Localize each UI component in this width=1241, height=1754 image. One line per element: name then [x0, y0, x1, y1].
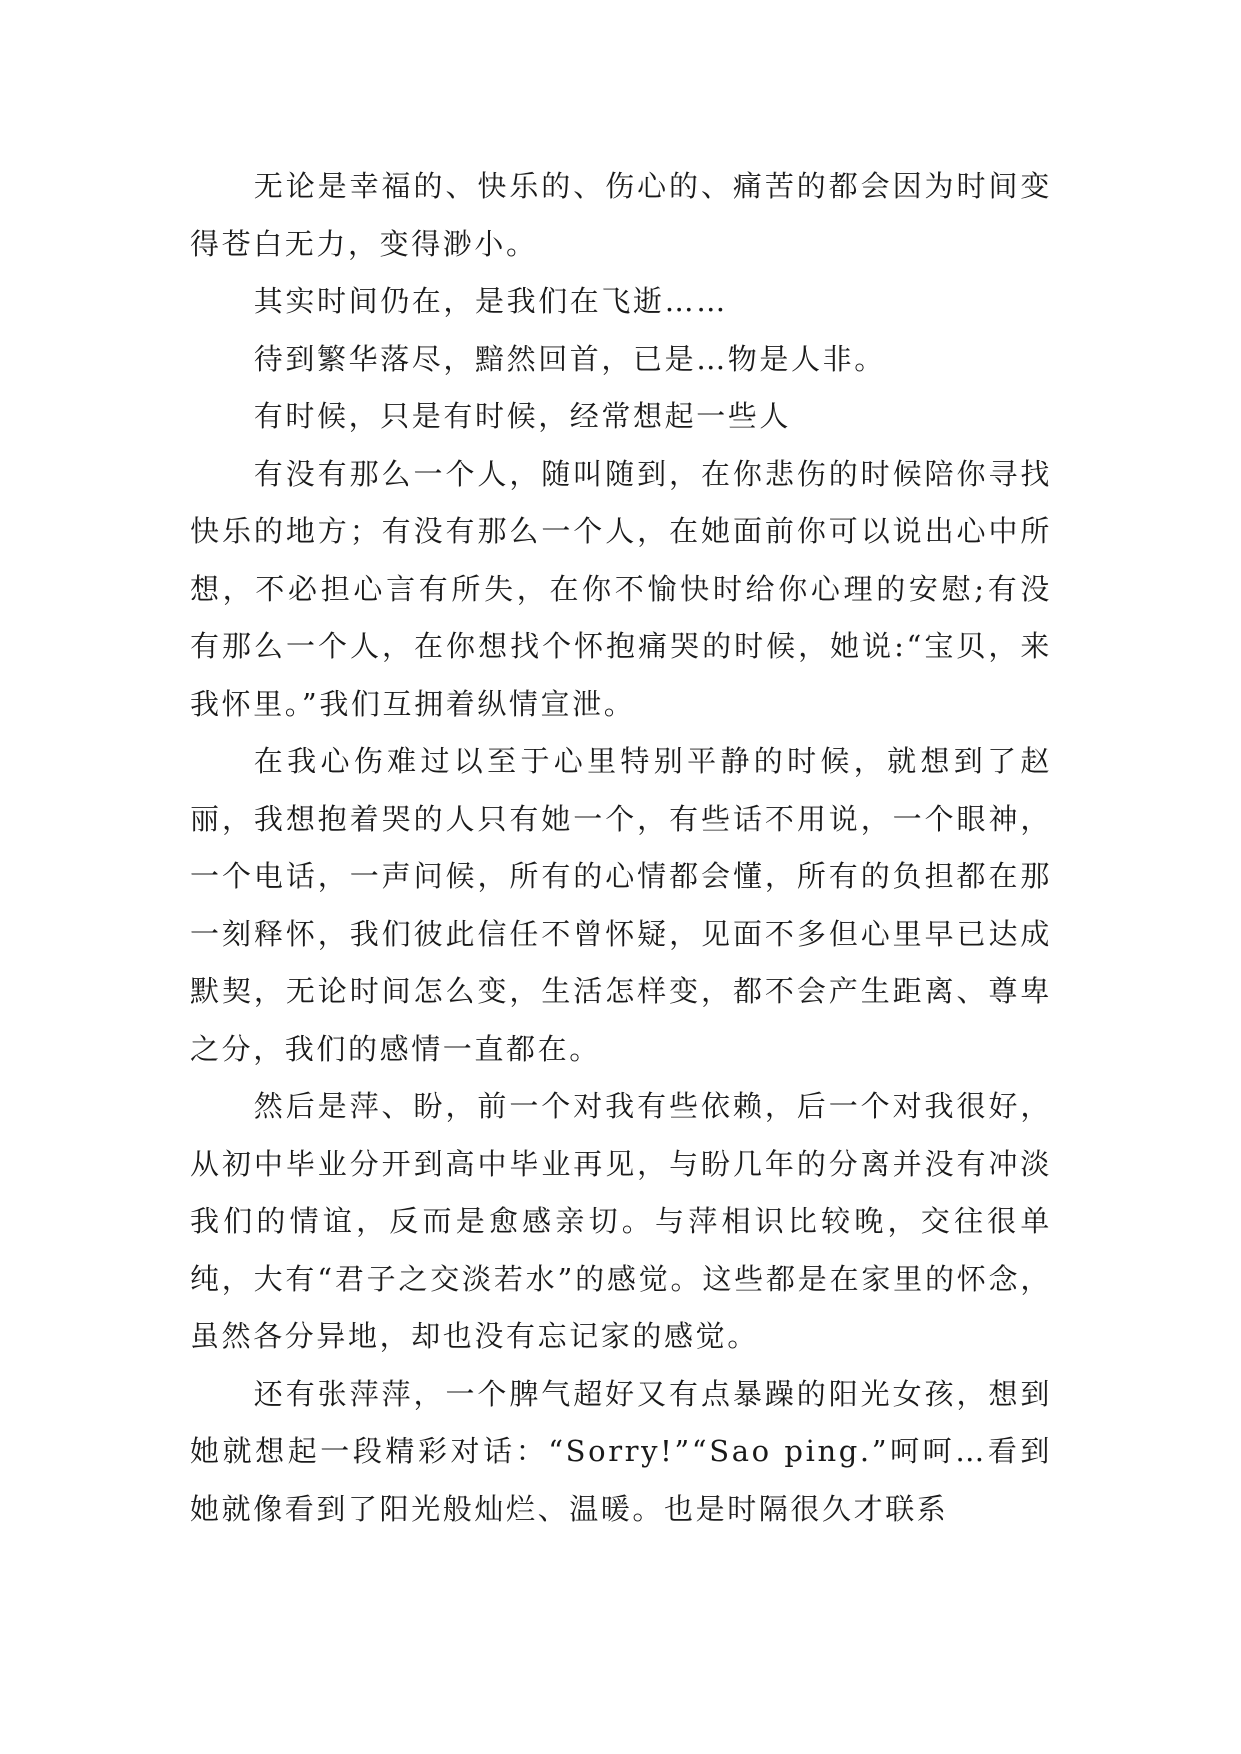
paragraph-1: 无论是幸福的、快乐的、伤心的、痛苦的都会因为时间变得苍白无力，变得渺小。: [190, 169, 1052, 261]
paragraph-5: 有没有那么一个人，随叫随到，在你悲伤的时候陪你寻找快乐的地方；有没有那么一个人，在她面前你可以说出心中所想，不必担心言有所失，在你不愉快时给你心理的安慰;有没有那么一个人，在你想找个怀抱痛哭的时候，她说:“宝贝，来我怀里。”我们互拥着纵情宣泄。: [190, 456, 1052, 721]
document-body: [190, 158, 1052, 1538]
paragraph-8: 还有张萍萍，一个脾气超好又有点暴躁的阳光女孩，想到她就想起一段精彩对话：“Sorry!”“Sao ping.”呵呵…看到她就像看到了阳光般灿烂、温暖。也是时隔很久才联系: [190, 1376, 1052, 1526]
paragraph-6: 在我心伤难过以至于心里特别平静的时候，就想到了赵丽，我想抱着哭的人只有她一个，有些话不用说，一个眼神，一个电话，一声问候，所有的心情都会懂，所有的负担都在那一刻释怀，我们彼此信任不曾怀疑，见面不多但心里早已达成默契，无论时间怎么变，生活怎样变，都不会产生距离、尊卑之分，我们的感情一直都在。: [190, 744, 1052, 1066]
paragraph-4: 有时候，只是有时候，经常想起一些人: [253, 399, 791, 433]
paragraph-7: 然后是萍、盼，前一个对我有些依赖，后一个对我很好，从初中毕业分开到高中毕业再见，与盼几年的分离并没有冲淡我们的情谊，反而是愈感亲切。与萍相识比较晚，交往很单纯，大有“君子之交淡若水”的感觉。这些都是在家里的怀念，虽然各分异地，却也没有忘记家的感觉。: [190, 1089, 1052, 1353]
paragraph-2: 其实时间仍在，是我们在飞逝……: [253, 284, 728, 318]
paragraph-3: 待到繁华落尽，黯然回首，已是…物是人非。: [253, 341, 886, 376]
